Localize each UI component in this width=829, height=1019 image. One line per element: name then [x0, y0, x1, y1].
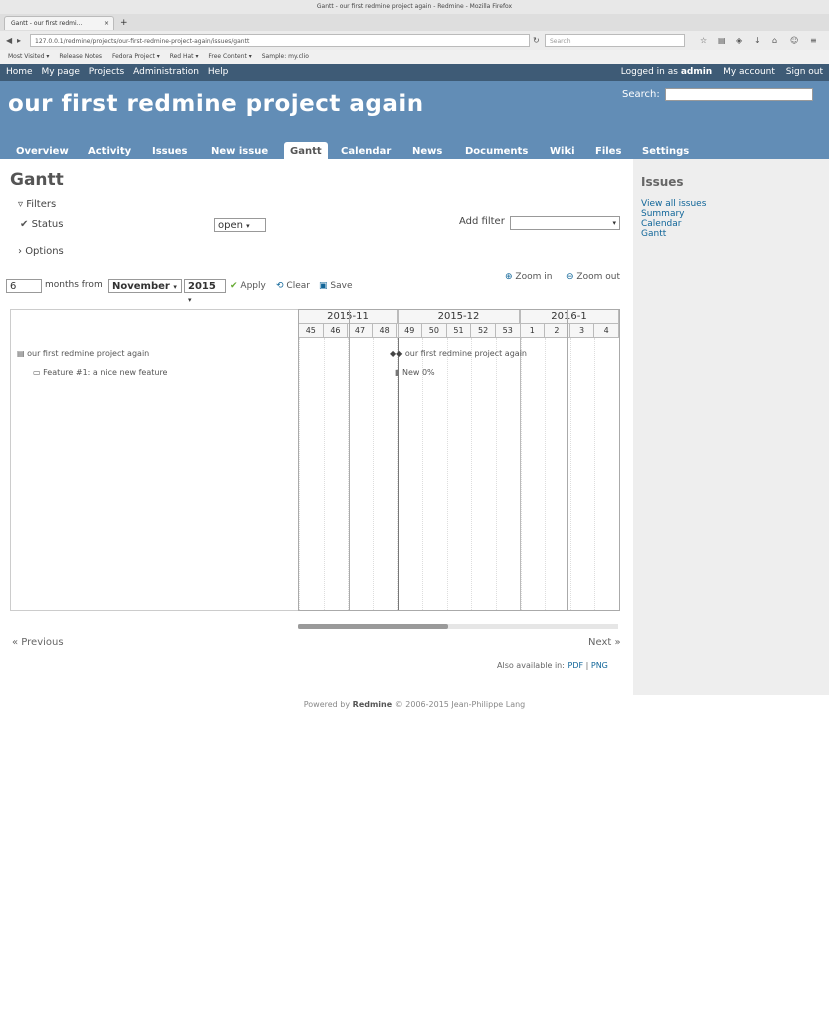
tab-news[interactable]: News: [412, 146, 443, 157]
back-icon[interactable]: ◀: [6, 36, 13, 45]
gantt-subjects: [10, 309, 299, 611]
gantt-week-header: 47: [348, 324, 373, 338]
chat-icon[interactable]: ☺: [790, 36, 799, 45]
sign-out-link[interactable]: Sign out: [785, 67, 823, 77]
status-operator-select[interactable]: open ▾: [214, 218, 266, 232]
tab-gantt[interactable]: Gantt: [284, 142, 328, 159]
bookmark-item[interactable]: Most Visited ▾: [8, 53, 50, 60]
navigation-bar: [0, 31, 829, 51]
close-icon[interactable]: ×: [103, 20, 109, 27]
bookmark-item[interactable]: Free Content ▾: [208, 53, 252, 60]
chevron-down-icon: ▾: [173, 283, 177, 291]
chevron-down-icon: ▿: [18, 199, 24, 210]
gantt-week-header: 4: [594, 324, 619, 338]
zoom-in-icon: ⊕: [505, 272, 513, 282]
bookmark-item[interactable]: Sample: my.clio: [261, 53, 309, 60]
window-titlebar: [0, 0, 829, 15]
gantt-week-header: 1: [521, 324, 546, 338]
gantt-month-header: 2015-12: [398, 310, 520, 324]
gantt-month-header: 2016-1: [520, 310, 619, 324]
add-filter-label: Add filter: [459, 216, 505, 227]
project-title[interactable]: our first redmine project again: [8, 91, 424, 117]
sidebar-link-view-all-issues[interactable]: View all issues: [641, 199, 707, 209]
user-link[interactable]: admin: [680, 67, 713, 77]
previous-link[interactable]: « Previous: [12, 637, 64, 648]
url-bar[interactable]: [30, 34, 530, 47]
tab-calendar[interactable]: Calendar: [341, 146, 392, 157]
reload-icon: ⟲: [276, 281, 284, 291]
sidebar: [633, 159, 829, 695]
tab-documents[interactable]: Documents: [465, 146, 529, 157]
logged-in-label: Logged in as admin: [620, 67, 713, 77]
gantt-week-column: [447, 338, 448, 610]
gantt-subject-project[interactable]: ▤ our first redmine project again: [17, 349, 150, 358]
gantt-week-divider: [349, 310, 350, 610]
gantt-week-column: [496, 338, 497, 610]
bookmark-item[interactable]: Release Notes: [59, 53, 103, 60]
header: [0, 81, 829, 159]
save-button[interactable]: ▣ Save: [319, 281, 353, 291]
issue-marker-icon: ▮: [395, 368, 400, 377]
chevron-down-icon: ▾: [188, 296, 192, 304]
gantt-week-header: 51: [447, 324, 472, 338]
browser-search-input[interactable]: Search: [545, 34, 685, 47]
gantt-week-header: 49: [397, 324, 422, 338]
clear-button[interactable]: ⟲ Clear: [276, 281, 310, 291]
chevron-right-icon: ›: [18, 246, 22, 257]
gantt-week-column: [422, 338, 423, 610]
gantt-week-header: 53: [496, 324, 521, 338]
other-formats: Also available in: PDF | PNG: [497, 661, 608, 670]
gantt-week-column: [471, 338, 472, 610]
issue-icon: ▭: [33, 368, 41, 377]
search-input[interactable]: [665, 88, 813, 101]
tab-files[interactable]: Files: [595, 146, 622, 157]
gantt-week-header: 52: [471, 324, 496, 338]
gantt-week-column: [545, 338, 546, 610]
save-icon: ▣: [319, 281, 328, 291]
status-filter[interactable]: ✔ Status: [20, 219, 64, 230]
gantt-scrollbar[interactable]: [298, 624, 618, 629]
top-menu-my-page[interactable]: My page: [41, 67, 80, 77]
tab-wiki[interactable]: Wiki: [550, 146, 575, 157]
reading-list-icon[interactable]: ▤: [718, 36, 726, 45]
search-label: Search:: [622, 89, 660, 100]
top-menu-home[interactable]: Home: [6, 67, 33, 77]
gantt-week-column: [299, 338, 300, 610]
year-select[interactable]: 2015 ▾: [184, 279, 226, 293]
home-icon[interactable]: ⌂: [772, 36, 778, 45]
filters-toggle[interactable]: ▿ Filters: [18, 199, 57, 210]
next-link[interactable]: Next »: [588, 637, 621, 648]
browser-tab[interactable]: [4, 16, 114, 30]
gantt-chart: [298, 309, 620, 611]
gantt-issue-bar[interactable]: ▮ New 0%: [395, 368, 435, 377]
window-title: Gantt - our first redmine project again - Redmine - Mozilla Firefox: [316, 3, 513, 10]
tab-title: Gantt - our first redmi...: [11, 20, 83, 27]
footer: Powered by Redmine © 2006-2015 Jean-Philippe Lang: [303, 700, 526, 709]
gantt-week-header: 3: [570, 324, 595, 338]
gantt-week-header: 46: [324, 324, 349, 338]
my-account-link[interactable]: My account: [723, 67, 775, 77]
redmine-link[interactable]: Redmine: [352, 700, 393, 709]
gantt-project-bar[interactable]: ◆◆ our first redmine project again: [390, 349, 527, 358]
top-menu-projects[interactable]: Projects: [88, 67, 125, 77]
gantt-week-column: [324, 338, 325, 610]
tab-overview[interactable]: Overview: [16, 146, 69, 157]
gantt-week-column: [373, 338, 374, 610]
gantt-week-header: 45: [299, 324, 324, 338]
gantt-week-header: 48: [373, 324, 398, 338]
tab-settings[interactable]: Settings: [642, 146, 690, 157]
project-icon: ▤: [17, 349, 25, 358]
add-filter-select[interactable]: [510, 216, 620, 230]
chevron-down-icon: ▾: [612, 219, 616, 227]
chevron-down-icon: ▾: [246, 222, 250, 230]
gantt-subject-issue[interactable]: ▭ Feature #1: a nice new feature: [33, 368, 168, 377]
top-menu-administration[interactable]: Administration: [133, 67, 199, 77]
gantt-week-column: [570, 338, 571, 610]
checkmark-icon: ✔: [230, 281, 238, 291]
menu-icon[interactable]: ≡: [810, 36, 817, 45]
zoom-in-button[interactable]: ⊕ Zoom in: [505, 272, 553, 282]
page-title: Gantt: [10, 170, 64, 190]
gantt-week-column: [594, 338, 595, 610]
tab-activity[interactable]: Activity: [88, 146, 132, 157]
options-toggle[interactable]: › Options: [18, 246, 64, 257]
tab-new-issue[interactable]: New issue: [211, 146, 269, 157]
reload-icon[interactable]: ↻: [533, 36, 540, 45]
diamond-icon: ◆◆: [390, 349, 403, 358]
download-icon[interactable]: ↓: [754, 36, 761, 45]
tab-bar: [0, 14, 829, 32]
star-icon[interactable]: ☆: [700, 36, 708, 45]
gantt-week-header: 2: [545, 324, 570, 338]
month-select[interactable]: November ▾: [108, 279, 182, 293]
bookmarks-toolbar: [0, 50, 829, 65]
pocket-icon[interactable]: ◈: [736, 36, 743, 45]
pdf-link[interactable]: PDF: [567, 661, 584, 670]
url-text: 127.0.0.1/redmine/projects/our-first-redmine-project-again/issues/gantt: [35, 38, 250, 45]
tab-issues[interactable]: Issues: [152, 146, 188, 157]
scrollbar-thumb[interactable]: [298, 624, 448, 629]
months-from-label: months from: [45, 280, 103, 290]
gantt-month-header: 2015-11: [299, 310, 398, 324]
sidebar-heading: Issues: [641, 175, 684, 189]
sidebar-link-gantt[interactable]: Gantt: [641, 229, 667, 239]
top-menu-help[interactable]: Help: [207, 67, 229, 77]
sidebar-link-calendar[interactable]: Calendar: [641, 219, 682, 229]
months-input[interactable]: 6: [6, 279, 42, 293]
gantt-today-line: [398, 338, 399, 610]
apply-button[interactable]: ✔ Apply: [230, 281, 266, 291]
bookmark-item[interactable]: Red Hat ▾: [169, 53, 199, 60]
zoom-out-button[interactable]: ⊖ Zoom out: [566, 272, 620, 282]
forward-icon[interactable]: ▸: [17, 36, 22, 45]
checkbox-checked-icon[interactable]: ✔: [20, 219, 29, 230]
sidebar-link-summary[interactable]: Summary: [641, 209, 685, 219]
top-menu: [0, 64, 829, 81]
gantt-week-divider: [567, 310, 568, 610]
bookmark-item[interactable]: Fedora Project ▾: [111, 53, 160, 60]
gantt-week-header: 50: [422, 324, 447, 338]
png-link[interactable]: PNG: [590, 661, 608, 670]
zoom-out-icon: ⊖: [566, 272, 574, 282]
new-tab-button[interactable]: +: [120, 18, 128, 28]
